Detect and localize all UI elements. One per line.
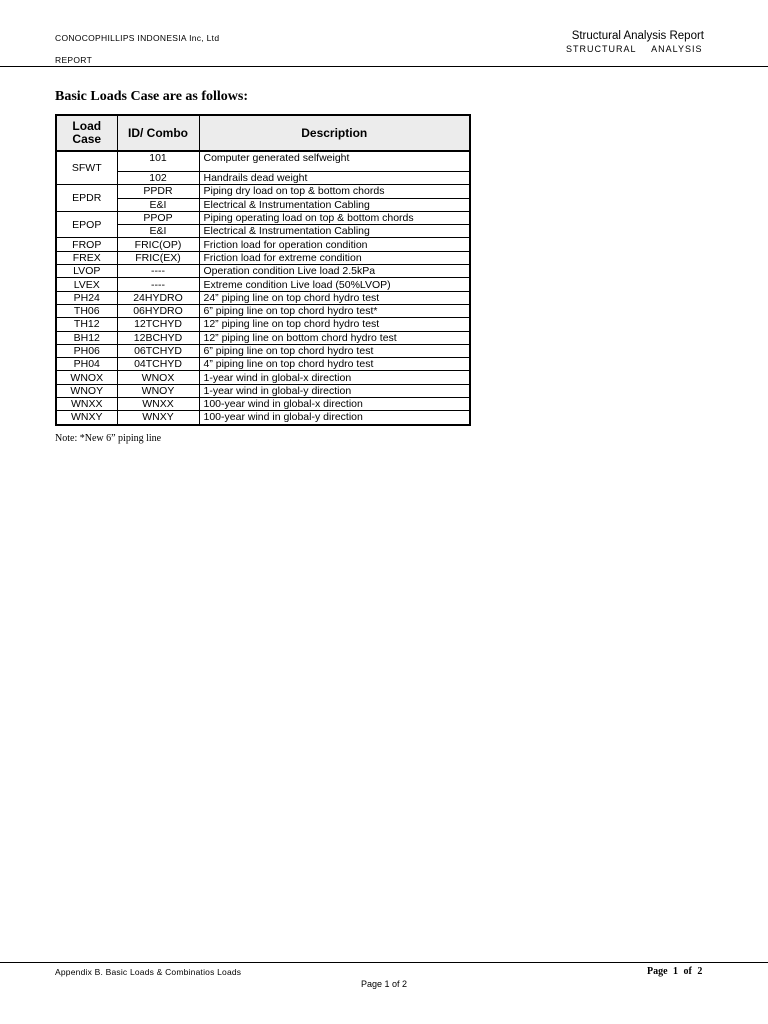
load-case-cell: TH12 xyxy=(56,318,117,331)
table-row xyxy=(56,251,470,264)
table-row xyxy=(56,318,470,331)
id-combo-cell: 04TCHYD xyxy=(117,358,199,371)
id-combo-cell: WNXX xyxy=(117,398,199,411)
id-combo-cell: WNOX xyxy=(117,371,199,384)
company-name: CONOCOPHILLIPS INDONESIA Inc, Ltd xyxy=(55,33,220,43)
table-body xyxy=(56,151,470,425)
id-combo-cell: E&I xyxy=(117,225,199,238)
table-row xyxy=(56,172,470,185)
description-cell: 1-year wind in global-x direction xyxy=(199,371,470,384)
col-header-load-case: Load Case xyxy=(56,115,117,151)
id-combo-cell: WNOY xyxy=(117,384,199,397)
description-cell: 6” piping line on top chord hydro test* xyxy=(199,304,470,317)
load-case-cell: EPDR xyxy=(56,185,117,212)
id-combo-cell: FRIC(EX) xyxy=(117,251,199,264)
table-row xyxy=(56,211,470,224)
load-case-cell: PH04 xyxy=(56,358,117,371)
id-combo-cell: E&I xyxy=(117,198,199,211)
table-note: Note: *New 6” piping line xyxy=(55,433,162,444)
description-cell: 100-year wind in global-y direction xyxy=(199,411,470,425)
basic-loads-table xyxy=(55,114,471,426)
description-cell: 6” piping line on top chord hydro test xyxy=(199,344,470,357)
description-cell: Electrical & Instrumentation Cabling xyxy=(199,225,470,238)
table-row xyxy=(56,278,470,291)
load-case-cell: WNXY xyxy=(56,411,117,425)
load-case-cell: WNOY xyxy=(56,384,117,397)
load-case-cell: EPOP xyxy=(56,211,117,238)
id-combo-cell: 24HYDRO xyxy=(117,291,199,304)
load-case-cell: FREX xyxy=(56,251,117,264)
description-cell: 12” piping line on bottom chord hydro test xyxy=(199,331,470,344)
id-combo-cell: ---- xyxy=(117,265,199,278)
table-header-row xyxy=(56,115,470,151)
table-row xyxy=(56,198,470,211)
description-cell: 24” piping line on top chord hydro test xyxy=(199,291,470,304)
description-cell: 1-year wind in global-y direction xyxy=(199,384,470,397)
table-row xyxy=(56,358,470,371)
footer-page-number: Page 1 of 2 xyxy=(647,966,703,977)
table-row xyxy=(56,151,470,172)
load-case-cell: TH06 xyxy=(56,304,117,317)
table-row xyxy=(56,238,470,251)
col-header-id-combo: ID/ Combo xyxy=(117,115,199,151)
table-row xyxy=(56,225,470,238)
description-cell: 100-year wind in global-x direction xyxy=(199,398,470,411)
header-divider xyxy=(0,66,768,67)
col-header-description: Description xyxy=(199,115,470,151)
load-case-cell: SFWT xyxy=(56,151,117,185)
id-combo-cell: FRIC(OP) xyxy=(117,238,199,251)
description-cell: Electrical & Instrumentation Cabling xyxy=(199,198,470,211)
load-case-cell: BH12 xyxy=(56,331,117,344)
id-combo-cell: ---- xyxy=(117,278,199,291)
table-row xyxy=(56,371,470,384)
report-subtitle: STRUCTURAL ANALYSIS xyxy=(566,44,703,54)
load-case-cell: LVEX xyxy=(56,278,117,291)
section-title: Basic Loads Case are as follows: xyxy=(55,89,249,104)
table-row xyxy=(56,265,470,278)
description-cell: 12” piping line on top chord hydro test xyxy=(199,318,470,331)
load-case-cell: WNXX xyxy=(56,398,117,411)
description-cell: Operation condition Live load 2.5kPa xyxy=(199,265,470,278)
table-row xyxy=(56,398,470,411)
table-row xyxy=(56,331,470,344)
table-row xyxy=(56,185,470,198)
id-combo-cell: 12BCHYD xyxy=(117,331,199,344)
footer-divider xyxy=(0,962,768,963)
id-combo-cell: 102 xyxy=(117,172,199,185)
description-cell: Friction load for extreme condition xyxy=(199,251,470,264)
load-case-cell: WNOX xyxy=(56,371,117,384)
table-row xyxy=(56,304,470,317)
description-cell: 4” piping line on top chord hydro test xyxy=(199,358,470,371)
table-row xyxy=(56,344,470,357)
footer-appendix-title: Appendix B. Basic Loads & Combinatios Loads xyxy=(55,967,242,977)
description-cell: Friction load for operation condition xyxy=(199,238,470,251)
report-title: Structural Analysis Report xyxy=(571,30,704,42)
id-combo-cell: 101 xyxy=(117,151,199,172)
load-case-cell: FROP xyxy=(56,238,117,251)
load-case-cell: PH06 xyxy=(56,344,117,357)
id-combo-cell: WNXY xyxy=(117,411,199,425)
id-combo-cell: 06TCHYD xyxy=(117,344,199,357)
load-case-cell: LVOP xyxy=(56,265,117,278)
id-combo-cell: 12TCHYD xyxy=(117,318,199,331)
load-case-cell: PH24 xyxy=(56,291,117,304)
description-cell: Handrails dead weight xyxy=(199,172,470,185)
table-row xyxy=(56,384,470,397)
description-cell: Piping dry load on top & bottom chords xyxy=(199,185,470,198)
description-cell: Extreme condition Live load (50%LVOP) xyxy=(199,278,470,291)
report-label: REPORT xyxy=(55,55,93,65)
table-row xyxy=(56,411,470,425)
id-combo-cell: 06HYDRO xyxy=(117,304,199,317)
id-combo-cell: PPDR xyxy=(117,185,199,198)
footer-page-center: Page 1 of 2 xyxy=(360,979,408,989)
table-row xyxy=(56,291,470,304)
id-combo-cell: PPOP xyxy=(117,211,199,224)
description-cell: Piping operating load on top & bottom chords xyxy=(199,211,470,224)
description-cell: Computer generated selfweight xyxy=(199,151,470,172)
